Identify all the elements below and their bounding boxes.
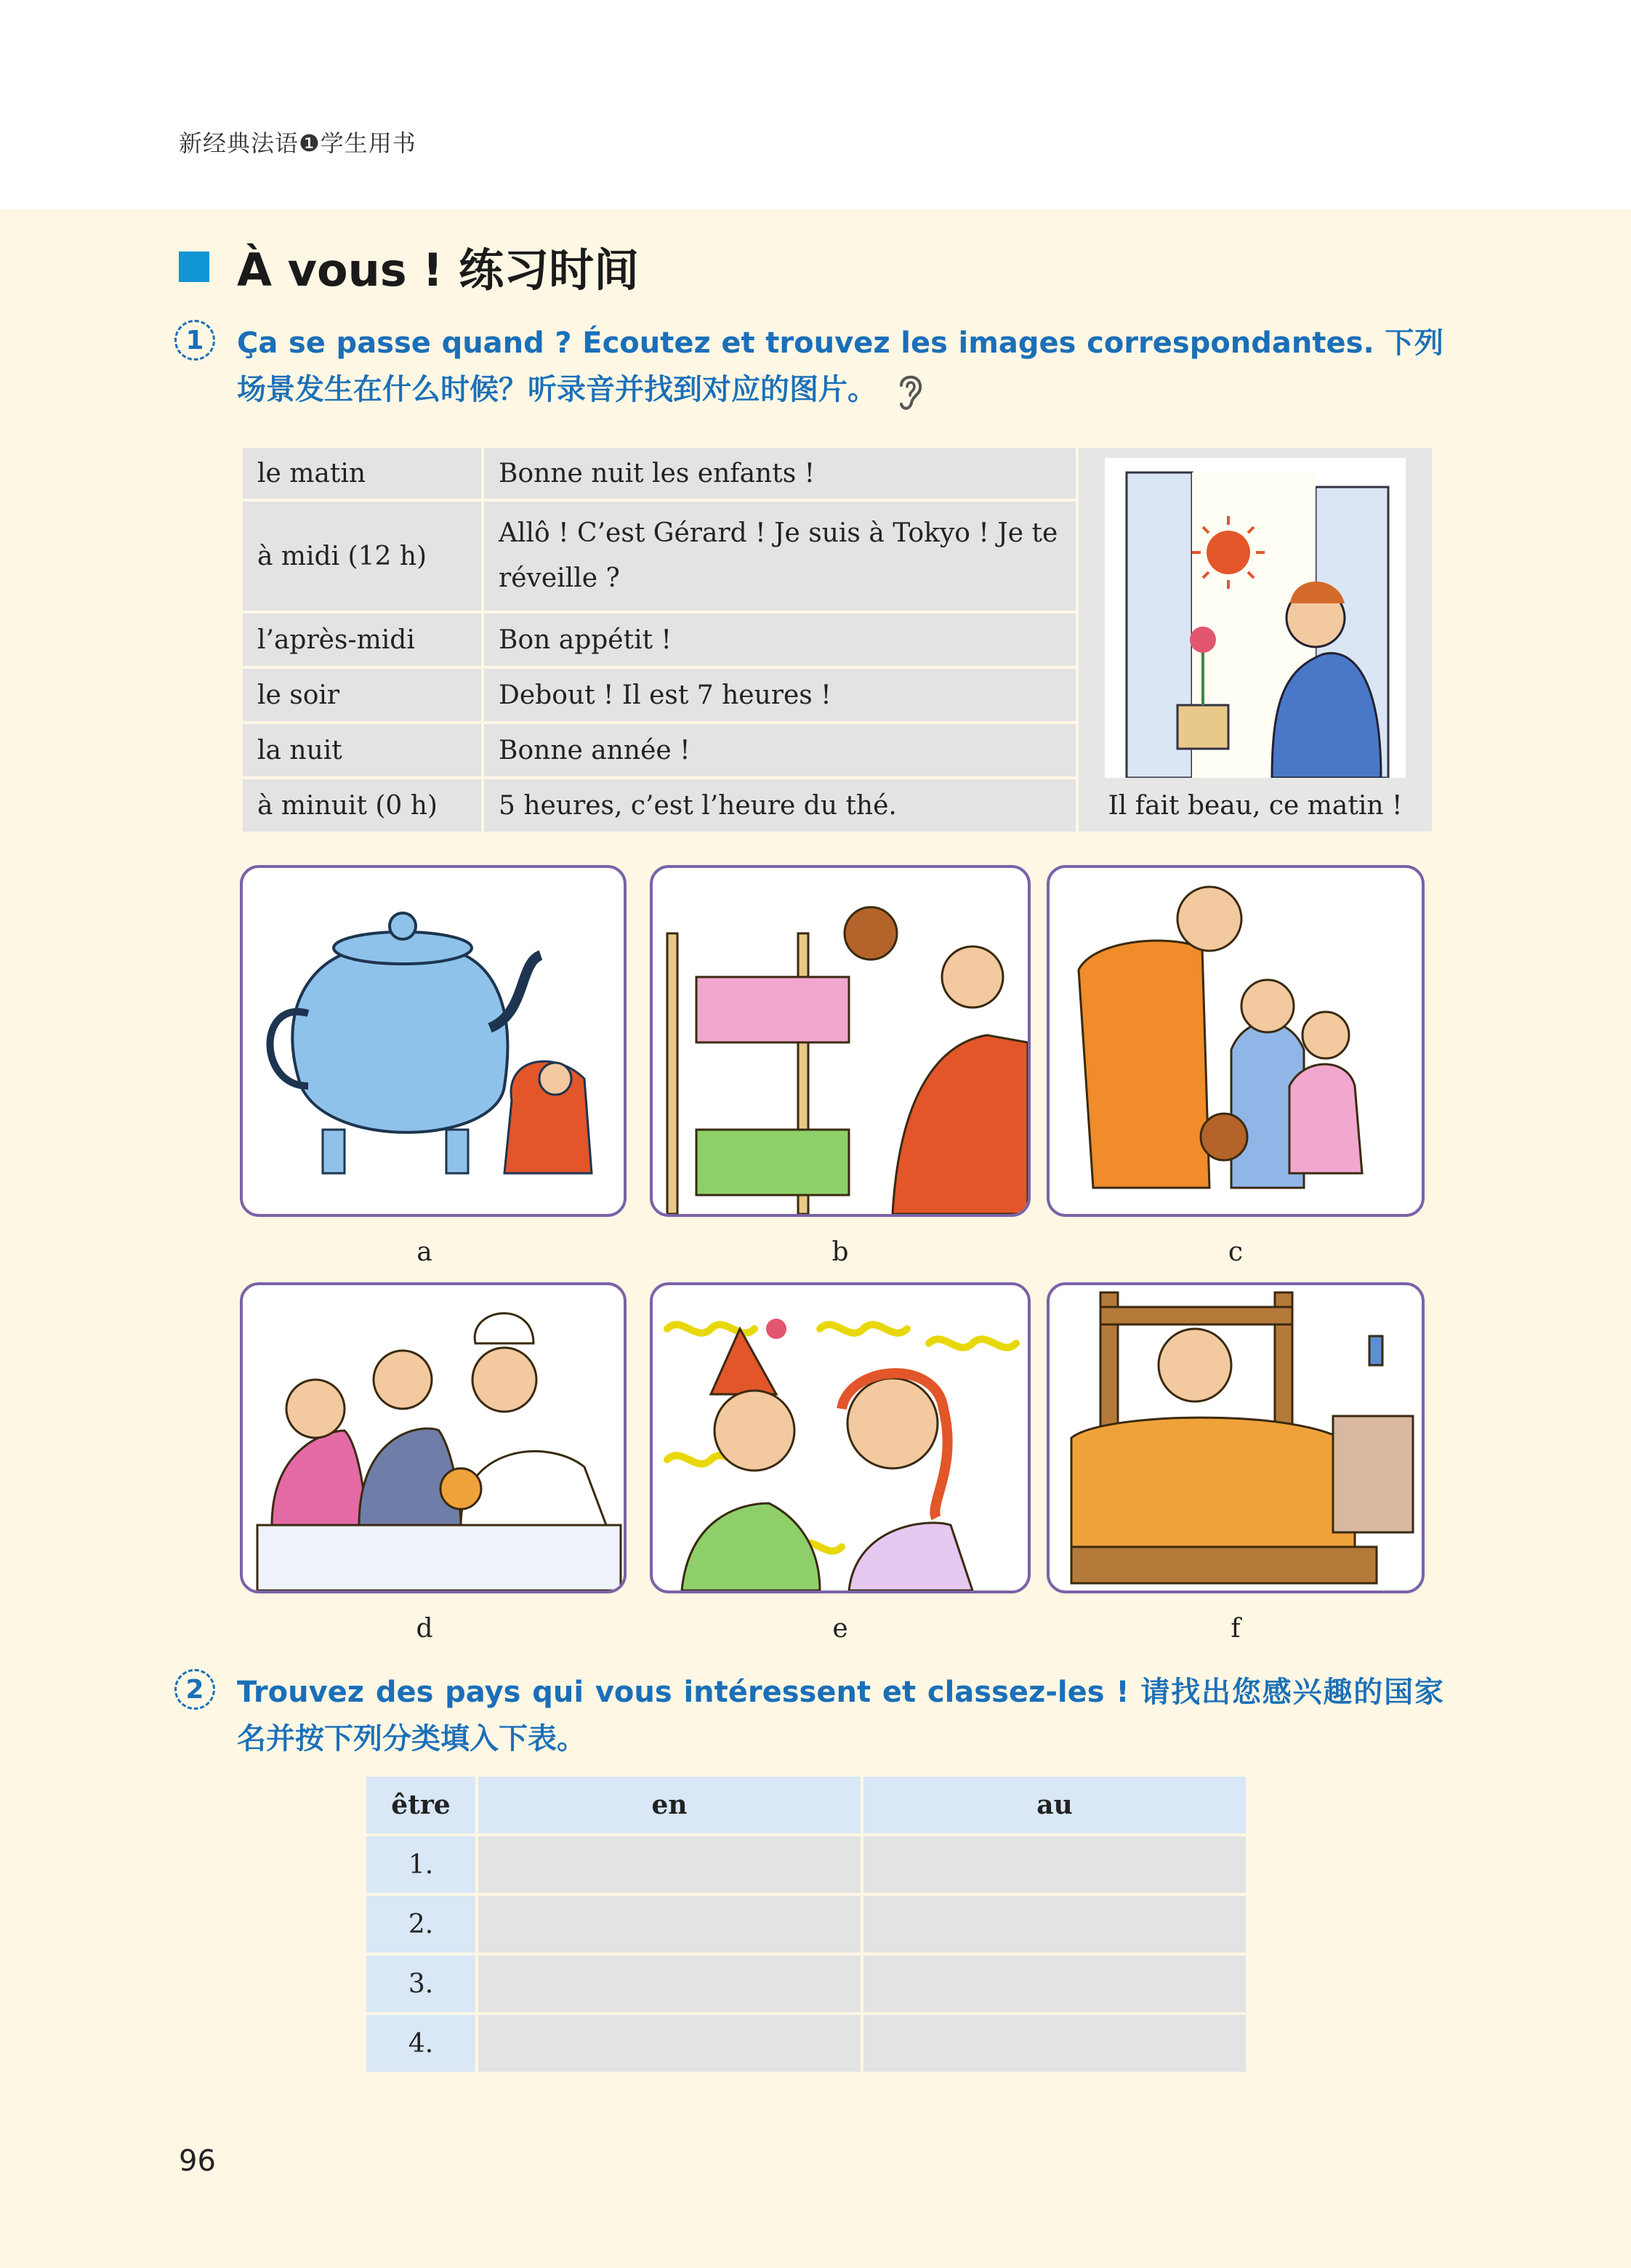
row-number: 2. — [366, 1896, 475, 1953]
exercise-2-text: Trouvez des pays qui vous intéressent et classez-les ! 请找出您感兴趣的国家名并按下列分类填入下表。 — [237, 1676, 1443, 1756]
row-number: 3. — [366, 1955, 475, 2012]
new-year-illustration — [653, 1285, 1028, 1591]
picture-label-e: e — [832, 1614, 848, 1644]
picture-label-b: b — [831, 1237, 849, 1267]
header-en: en — [478, 1777, 861, 1833]
phrase-cell: Bon appétit ! — [484, 614, 1076, 666]
example-caption: Il fait beau, ce matin ! — [1108, 791, 1403, 821]
bunk-bed-illustration — [653, 868, 1028, 1214]
header-au: au — [863, 1777, 1246, 1833]
phrase-cell: 5 heures, c’est l’heure du thé. — [484, 779, 1076, 832]
picture-card-f[interactable] — [1047, 1282, 1425, 1593]
picture-label-d: d — [416, 1614, 433, 1644]
header-etre: être — [366, 1777, 475, 1833]
exercise-number-badge: 1 — [174, 320, 215, 361]
phone-wakeup-illustration — [1050, 1285, 1422, 1591]
picture-card-e[interactable] — [650, 1282, 1031, 1593]
picture-card-a[interactable] — [240, 865, 627, 1217]
exercise-1-instruction — [174, 320, 1443, 413]
row-number: 4. — [366, 2015, 475, 2072]
picture-card-b[interactable] — [650, 865, 1031, 1217]
book-title: 新经典法语❶学生用书 — [179, 129, 416, 157]
page-header — [0, 0, 1631, 209]
example-picture-cell — [1079, 448, 1432, 832]
answer-cell-au[interactable] — [863, 1836, 1246, 1893]
phrase-cell: Bonne nuit les enfants ! — [484, 448, 1076, 499]
answer-cell-en[interactable] — [478, 2015, 861, 2072]
section-title — [179, 234, 639, 299]
ear-icon — [894, 369, 926, 413]
picture-card-d[interactable] — [240, 1282, 627, 1593]
example-illustration — [1105, 458, 1406, 778]
section-square-icon — [179, 252, 209, 282]
answer-cell-en[interactable] — [478, 1836, 861, 1893]
answer-cell-au[interactable] — [863, 2015, 1246, 2072]
exercise-number-badge: 2 — [174, 1669, 215, 1710]
picture-label-c: c — [1228, 1237, 1244, 1267]
time-cell: la nuit — [243, 724, 481, 776]
section-title-text: À vous ! 练习时间 — [237, 244, 640, 297]
page-number: 96 — [179, 2144, 216, 2178]
answer-cell-au[interactable] — [863, 1955, 1246, 2012]
exercise-2-instruction — [174, 1669, 1443, 1762]
phrase-cell: Allô ! C’est Gérard ! Je suis à Tokyo ! Je te réveille ? — [484, 502, 1076, 611]
teapot-illustration — [243, 868, 624, 1214]
row-number: 1. — [366, 1836, 475, 1893]
exercise-1-text: Ça se passe quand ? Écoutez et trouvez les images correspondantes. 下列场景发生在什么时候？听录音并找到对应的图片。 — [237, 326, 1443, 406]
phrase-cell: Bonne année ! — [484, 724, 1076, 776]
morning-window-illustration — [1105, 458, 1406, 778]
answer-cell-en[interactable] — [478, 1896, 861, 1953]
picture-label-f: f — [1231, 1614, 1241, 1644]
time-cell: à midi (12 h) — [243, 502, 481, 611]
time-phrase-table — [240, 445, 1435, 835]
answer-cell-au[interactable] — [863, 1896, 1246, 1953]
country-classification-table — [363, 1774, 1249, 2075]
time-cell: l’après-midi — [243, 614, 481, 666]
picture-card-c[interactable] — [1047, 865, 1425, 1217]
time-cell: le matin — [243, 448, 481, 499]
phrase-cell: Debout ! Il est 7 heures ! — [484, 669, 1076, 721]
time-cell: à minuit (0 h) — [243, 779, 481, 832]
lunch-illustration — [243, 1285, 624, 1591]
picture-label-a: a — [416, 1237, 432, 1267]
answer-cell-en[interactable] — [478, 1955, 861, 2012]
goodnight-illustration — [1050, 868, 1422, 1214]
time-cell: le soir — [243, 669, 481, 721]
